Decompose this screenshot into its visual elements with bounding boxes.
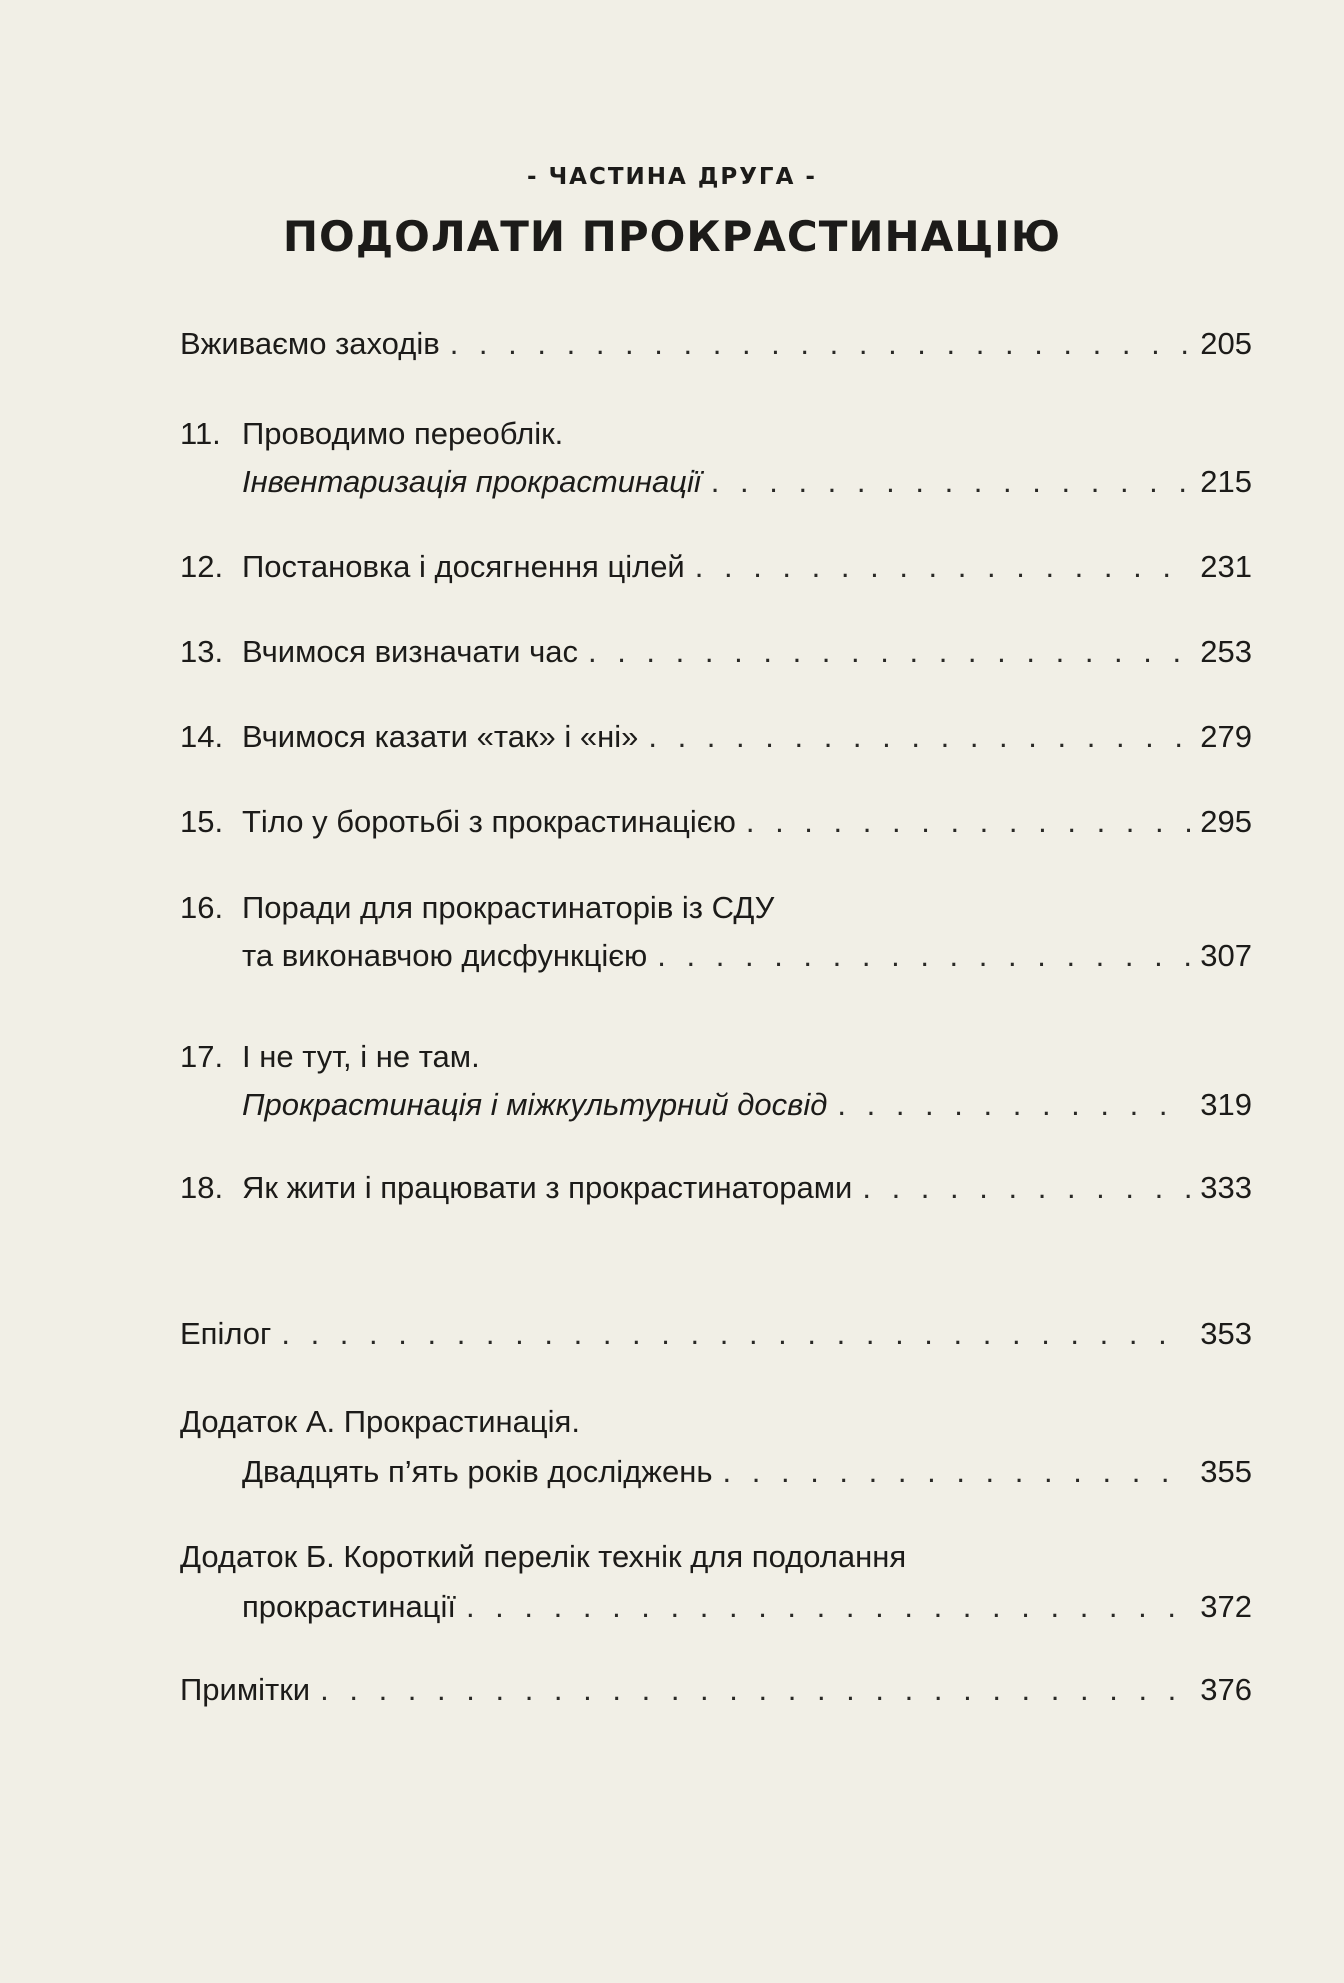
toc-page-number: 231: [1200, 549, 1252, 584]
part-title: ПОДОЛАТИ ПРОКРАСТИНАЦІЮ: [282, 212, 1062, 261]
toc-leader-dots: [320, 1668, 1190, 1712]
toc-leader-dots: [695, 545, 1191, 589]
toc-entry-subtitle: Інвентаризація прокрастинації: [242, 464, 701, 499]
toc-leader-dots: [837, 1083, 1190, 1127]
toc-leader-dots: [746, 800, 1190, 844]
toc-entry-ch18: [180, 1166, 1252, 1210]
toc-chapter-number: 13.: [180, 634, 224, 669]
toc-entry-title-cont: та виконавчою дисфункцією: [242, 938, 648, 973]
toc-entry-title: Вчимося визначати час: [242, 634, 578, 669]
toc-entry-appendix-a-cont: [180, 1450, 1252, 1494]
toc-chapter-number: 14.: [180, 719, 224, 754]
toc-page-number: 376: [1200, 1672, 1252, 1707]
toc-entry-ch11-subtitle: [180, 460, 1252, 504]
toc-chapter-number: 18.: [180, 1170, 224, 1205]
toc-page-number: 279: [1200, 719, 1252, 754]
toc-leader-dots: [711, 460, 1190, 504]
toc-entry-ch14: [180, 715, 1252, 759]
toc-leader-dots: [466, 1585, 1190, 1629]
part-label: - ЧАСТИНА ДРУГА -: [527, 164, 817, 190]
toc-entry-ch12: [180, 545, 1252, 589]
toc-entry-ch16: [180, 886, 1252, 930]
toc-page-number: 355: [1200, 1454, 1252, 1489]
toc-page-number: 353: [1200, 1316, 1252, 1351]
toc-page-number: 215: [1200, 464, 1252, 499]
toc-entry-appendix-a: [180, 1400, 1252, 1444]
toc-entry-title: Додаток А. Прокрастинація.: [180, 1404, 580, 1439]
toc-leader-dots: [723, 1450, 1191, 1494]
toc-entry-subtitle: Прокрастинація і міжкультурний досвід: [242, 1087, 828, 1122]
toc-page-number: 295: [1200, 804, 1252, 839]
toc-entry-title: Вчимося казати «так» і «ні»: [242, 719, 639, 754]
toc-page-number: 372: [1200, 1589, 1252, 1624]
toc-entry-appendix-b-cont: [180, 1585, 1252, 1629]
toc-chapter-number: 16.: [180, 890, 224, 925]
toc-entry-title: Поради для прокрастинаторів із СДУ: [242, 890, 775, 925]
toc-leader-dots: [588, 630, 1190, 674]
toc-entry-title: Постановка і досягнення цілей: [242, 549, 685, 584]
toc-entry-appendix-b: [180, 1535, 1252, 1579]
toc-chapter-number: 11.: [180, 416, 221, 451]
toc-entry-intro: [180, 322, 1252, 366]
toc-leader-dots: [862, 1166, 1190, 1210]
toc-entry-ch17-subtitle: [180, 1083, 1252, 1127]
toc-entry-title-cont: прокрастинації: [242, 1589, 456, 1624]
toc-entry-title: Додаток Б. Короткий перелік технік для подолання: [180, 1539, 907, 1574]
toc-entry-ch13: [180, 630, 1252, 674]
toc-page-number: 307: [1200, 938, 1252, 973]
toc-chapter-number: 12.: [180, 549, 224, 584]
toc-entry-title: Вживаємо заходів: [180, 326, 440, 361]
toc-entry-title: Тіло у боротьбі з прокрастинацією: [242, 804, 736, 839]
toc-page-number: 205: [1200, 326, 1252, 361]
toc-leader-dots: [648, 715, 1190, 759]
toc-entry-title-cont: Двадцять п’ять років досліджень: [242, 1454, 713, 1489]
toc-leader-dots: [281, 1312, 1190, 1356]
toc-leader-dots: [657, 934, 1190, 978]
toc-entry-title: І не тут, і не там.: [242, 1039, 480, 1074]
toc-entry-ch11: [180, 412, 1252, 456]
toc-chapter-number: 15.: [180, 804, 224, 839]
toc-chapter-number: 17.: [180, 1039, 224, 1074]
toc-leader-dots: [450, 322, 1191, 366]
toc-entry-ch16-cont: [180, 934, 1252, 978]
toc-entry-title: Як жити і працювати з прокрастинаторами: [242, 1170, 853, 1205]
toc-entry-title: Епілог: [180, 1316, 272, 1351]
table-of-contents: [180, 0, 1252, 1983]
toc-page-number: 333: [1200, 1170, 1252, 1205]
toc-page-number: 253: [1200, 634, 1252, 669]
toc-entry-title: Проводимо переоблік.: [242, 416, 564, 451]
toc-entry-notes: [180, 1668, 1252, 1712]
toc-entry-title: Примітки: [180, 1672, 311, 1707]
toc-entry-ch15: [180, 800, 1252, 844]
toc-entry-epilogue: [180, 1312, 1252, 1356]
toc-page-number: 319: [1200, 1087, 1252, 1122]
toc-entry-ch17: [180, 1035, 1252, 1079]
